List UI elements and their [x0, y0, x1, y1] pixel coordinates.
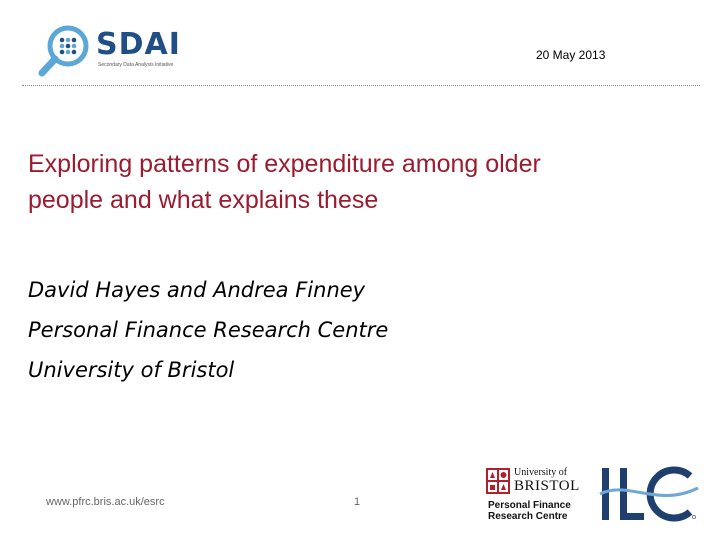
pfrc-logo-line-2: Research Centre: [488, 511, 568, 522]
bristol-crest-icon: [486, 468, 510, 494]
title-line-2: people and what explains these: [28, 186, 379, 214]
magnifier-icon: [34, 22, 96, 80]
sdai-tagline: Secondary Data Analysis Initiative: [98, 62, 174, 68]
bristol-pfrc-logo: [486, 466, 596, 526]
author-block: [28, 270, 688, 390]
header-divider: [22, 85, 700, 86]
pfrc-logo-line-1: Personal Finance: [488, 500, 571, 511]
author-university: University of Bristol: [28, 358, 235, 382]
bristol-logo-name: BRISTOL: [514, 478, 580, 494]
slide-title: [28, 146, 708, 218]
title-line-1: Exploring patterns of expenditure among older: [28, 150, 541, 178]
bristol-logo-small-text: University of: [514, 467, 568, 478]
sdai-wordmark: SDAI: [96, 27, 181, 62]
author-names: David Hayes and Andrea Finney: [28, 278, 366, 302]
footer-url: www.pfrc.bris.ac.uk/esrc: [46, 496, 165, 508]
sdai-logo: [34, 22, 204, 80]
ilc-logo: [598, 464, 702, 524]
page-number: 1: [354, 496, 361, 508]
presentation-date: 20 May 2013: [536, 48, 606, 62]
author-centre: Personal Finance Research Centre: [28, 318, 389, 342]
